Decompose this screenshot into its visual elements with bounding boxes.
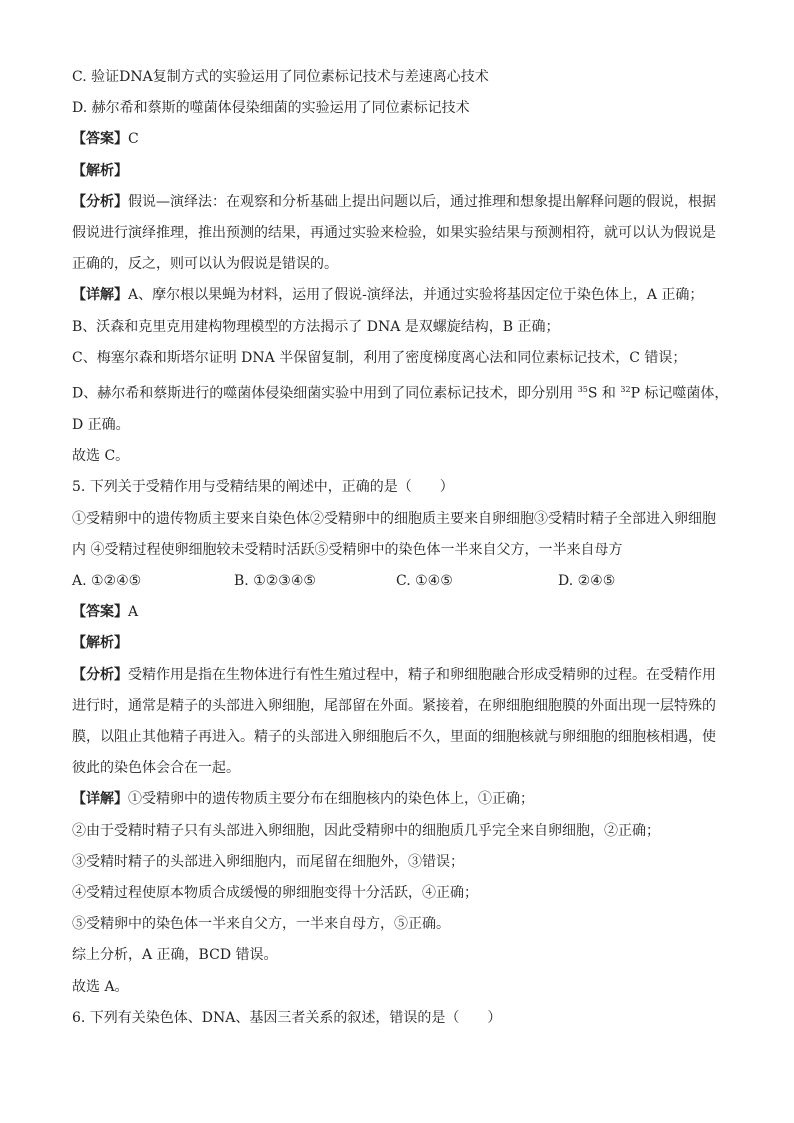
fenxi-tag: 【分析】 (72, 193, 128, 210)
q4-detail-d (72, 374, 732, 410)
detail-d-part3: P 标记噬菌体， (630, 385, 729, 402)
q5-option-d: D. ②④⑤ (558, 572, 616, 589)
xiangjie-tag: 【详解】 (72, 287, 128, 304)
q5-detail-4: ④受精过程使原本物质合成缓慢的卵细胞变得十分活跃，④正确； (72, 884, 478, 901)
answer-tag: 【答案】 (72, 604, 128, 621)
q5-stem: 5. 下列关于受精作用与受精结果的阐述中，正确的是（ ） (72, 479, 454, 496)
isotope-32: 32 (620, 385, 631, 395)
q5-fenxi-line-3: 膜，以阻止其他精子再进入。精子的头部进入卵细胞后不久，里面的细胞核就与卵细胞的细胞核相遇，使 (72, 728, 716, 745)
q5-items-line-2: 内 ④受精过程使卵细胞较未受精时活跃⑤受精卵中的染色体一半来自父方，一半来自母方 (72, 541, 623, 558)
fenxi-tag: 【分析】 (72, 666, 128, 683)
q4-detail-c: C、梅塞尔森和斯塔尔证明 DNA 半保留复制，利用了密度梯度离心法和同位素标记技术，C 错误； (72, 349, 687, 366)
q5-detail-3: ③受精时精子的头部进入卵细胞内，而尾留在细胞外，③错误； (72, 853, 464, 870)
detail-text: ①受精卵中的遗传物质主要分布在细胞核内的染色体上，①正确； (128, 791, 534, 808)
q4-fenxi-line-3: 正确的，反之，则可以认为假说是错误的。 (72, 256, 338, 273)
detail-d-part1: D、赫尔希和蔡斯进行的噬菌体侵染细菌实验中用到了同位素标记技术，即分别用 (72, 385, 578, 402)
q4-analysis-heading: 【解析】 (72, 162, 128, 179)
document-page (72, 62, 732, 1034)
q5-option-c: C. ①④⑤ (396, 572, 453, 589)
q4-fenxi-line-1 (72, 187, 732, 218)
detail-text: A、摩尔根以果蝇为材料，运用了假说-演绎法，并通过实验将基因定位于染色体上，A 正确； (128, 287, 704, 304)
isotope-35: 35 (577, 385, 588, 395)
q4-option-d: D. 赫尔希和蔡斯的噬菌体侵染细菌的实验运用了同位素标记技术 (72, 100, 470, 117)
answer-value: C (128, 131, 139, 148)
fenxi-text: 假说—演绎法：在观察和分析基础上提出问题以后，通过推理和想象提出解释问题的假说，根据 (128, 193, 716, 210)
q5-summary: 综上分析，A 正确，BCD 错误。 (72, 947, 278, 964)
q5-fenxi-line-1 (72, 660, 732, 691)
q5-analysis-heading: 【解析】 (72, 635, 128, 652)
xiangjie-tag: 【详解】 (72, 791, 128, 808)
detail-d-part2: S 和 (587, 385, 621, 402)
q5-fenxi-line-2: 进行时，通常是精子的头部进入卵细胞，尾部留在外面。紧接着，在卵细胞细胞膜的外面出现一层特殊的 (72, 697, 716, 714)
q5-options (72, 566, 732, 597)
answer-tag: 【答案】 (72, 131, 128, 148)
q5-fenxi-line-4: 彼此的染色体会合在一起。 (72, 760, 240, 777)
q5-detail-5: ⑤受精卵中的染色体一半来自父方，一半来自母方，⑤正确。 (72, 916, 450, 933)
q5-detail-2: ②由于受精时精子只有头部进入卵细胞，因此受精卵中的细胞质几乎完全来自卵细胞，②正确； (72, 822, 660, 839)
answer-value: A (128, 604, 139, 621)
q6-stem: 6. 下列有关染色体、DNA、基因三者关系的叙述，错误的是（ ） (72, 1009, 502, 1026)
q4-answer (72, 124, 732, 155)
q4-detail-d-cont: D 正确。 (72, 416, 130, 433)
q5-option-b: B. ①②③④⑤ (234, 572, 316, 589)
q5-conclusion: 故选 A。 (72, 978, 129, 995)
q5-option-a: A. ①②④⑤ (72, 572, 142, 589)
q4-option-c: C. 验证DNA复制方式的实验运用了同位素标记技术与差速离心技术 (72, 69, 489, 85)
q5-answer (72, 597, 732, 628)
q5-items-line-1: ①受精卵中的遗传物质主要来自染色体②受精卵中的细胞质主要来自卵细胞③受精时精子全部进入卵细胞 (72, 510, 716, 527)
q4-conclusion: 故选 C。 (72, 448, 130, 465)
q4-detail-b: B、沃森和克里克用建构物理模型的方法揭示了 DNA 是双螺旋结构，B 正确； (72, 318, 560, 335)
q4-fenxi-line-2: 假说进行演绎推理，推出预测的结果，再通过实验来检验，如果实验结果与预测相符，就可以认为假说是 (72, 225, 716, 242)
q5-detail-1 (72, 784, 732, 815)
q4-detail-a (72, 280, 732, 311)
fenxi-text: 受精作用是指在生物体进行有性生殖过程中，精子和卵细胞融合形成受精卵的过程。在受精作用 (128, 666, 716, 683)
